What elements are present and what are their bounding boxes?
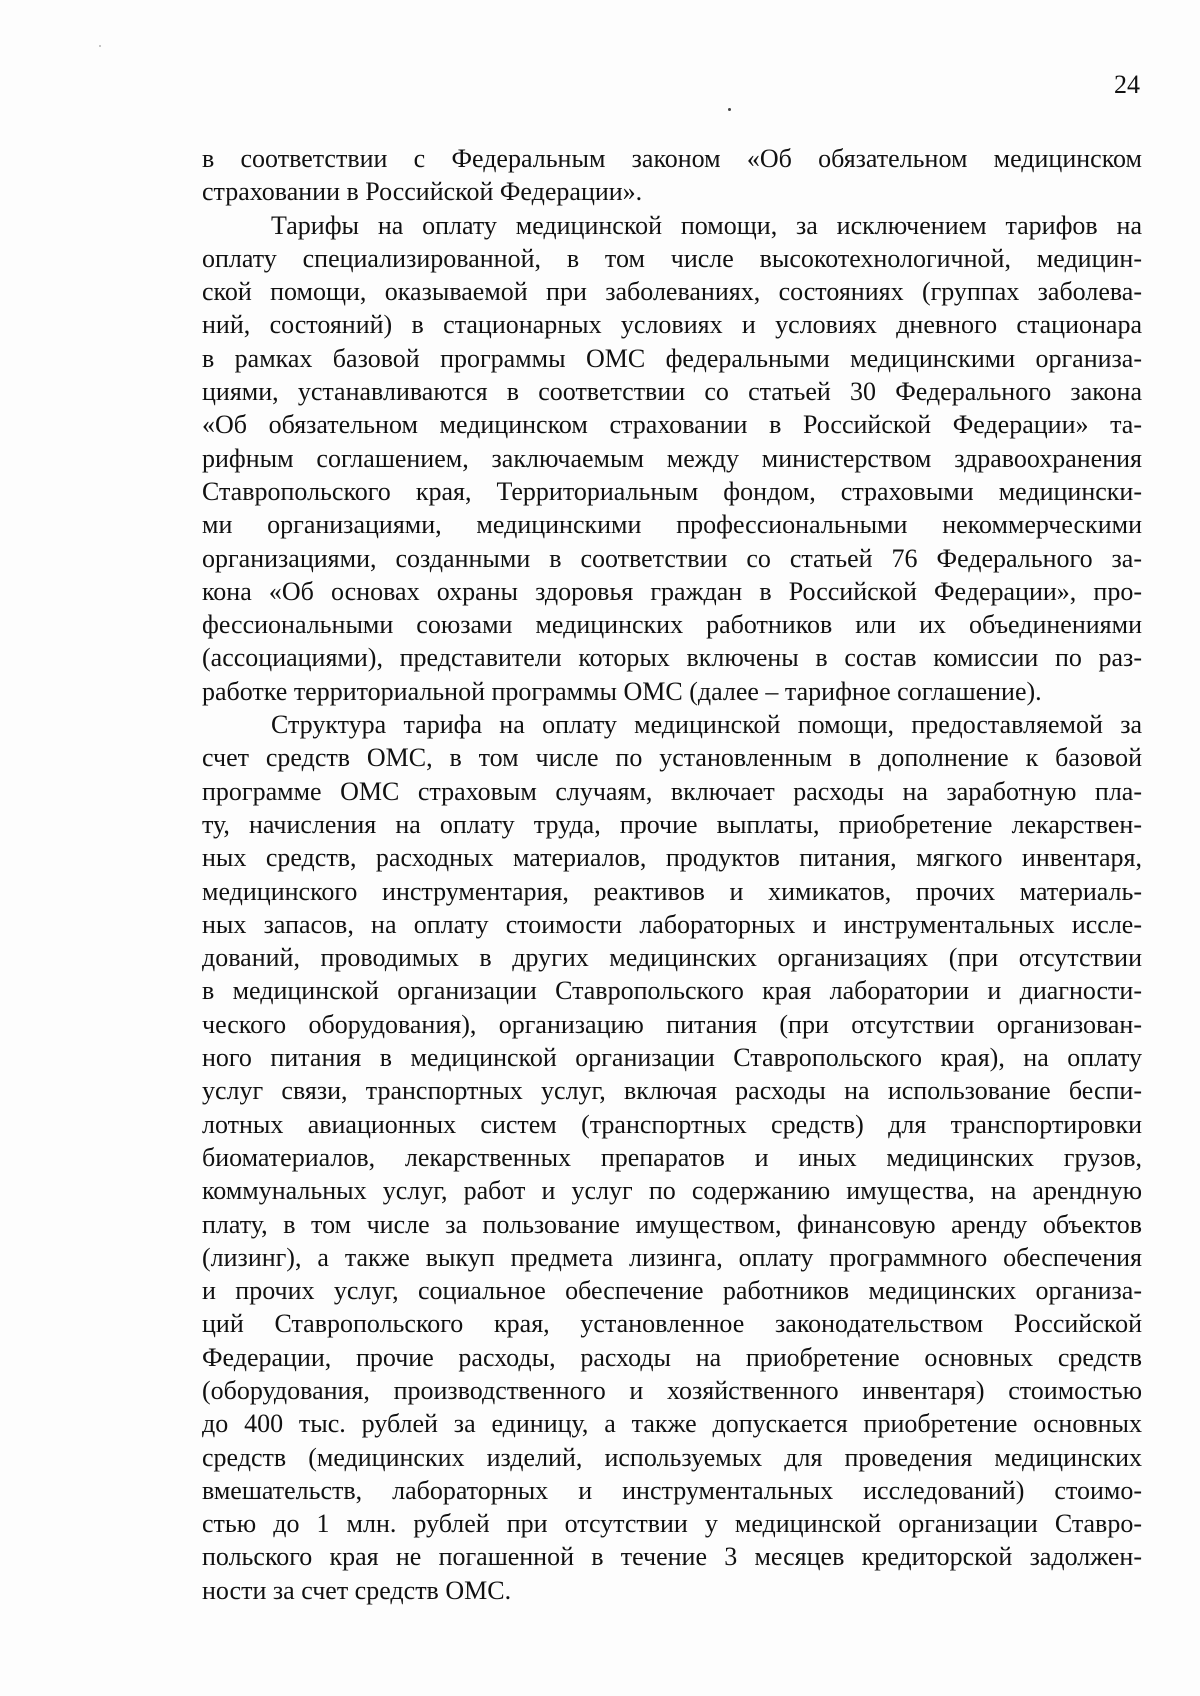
text-line: оплату специализированной, в том числе высокотехнологичной, медицин- <box>202 243 1142 273</box>
text-line: услуг связи, транспортных услуг, включая расходы на использование беспи- <box>202 1076 1142 1106</box>
text-line: ного питания в медицинской организации Ставропольского края), на оплату <box>202 1043 1142 1073</box>
text-line: Ставропольского края, Территориальным фондом, страховыми медицински- <box>202 476 1142 506</box>
text-line: циями, устанавливаются в соответствии со статьей 30 Федерального закона <box>202 377 1142 407</box>
text-line: дований, проводимых в других медицинских организациях (при отсутствии <box>202 943 1142 973</box>
text-line: и прочих услуг, социальное обеспечение работников медицинских организа- <box>202 1276 1142 1306</box>
text-line: коммунальных услуг, работ и услуг по содержанию имущества, на арендную <box>202 1176 1142 1206</box>
text-line: лотных авиационных систем (транспортных средств) для транспортировки <box>202 1109 1142 1139</box>
text-line: стью до 1 млн. рублей при отсутствии у медицинской организации Ставро- <box>202 1509 1142 1539</box>
text-line: в медицинской организации Ставропольского края лаборатории и диагности- <box>202 976 1142 1006</box>
text-line: ний, состояний) в стационарных условиях и условиях дневного стационара <box>202 310 1142 340</box>
text-line: Структура тарифа на оплату медицинской помощи, предоставляемой за <box>271 710 1142 740</box>
paragraph-3 <box>202 708 1142 1607</box>
body-text <box>202 142 1142 1607</box>
text-line: ности за счет средств ОМС. <box>202 1575 512 1605</box>
text-line: ций Ставропольского края, установленное законодательством Российской <box>202 1309 1142 1339</box>
text-line: вмешательств, лабораторных и инструментальных исследований) стоимо- <box>202 1475 1142 1505</box>
text-line: (оборудования, производственного и хозяйственного инвентаря) стоимостью <box>202 1375 1142 1405</box>
text-line: фессиональными союзами медицинских работников или их объединениями <box>202 610 1142 640</box>
text-line: средств (медицинских изделий, используемых для проведения медицинских <box>202 1442 1142 1472</box>
page-number: 24 <box>1114 70 1140 99</box>
paragraph-2 <box>202 209 1142 708</box>
text-line: в рамках базовой программы ОМС федеральными медицинскими организа- <box>202 343 1142 373</box>
text-line: польского края не погашенной в течение 3 месяцев кредиторской задолжен- <box>202 1542 1142 1572</box>
text-line: работке территориальной программы ОМС (далее – тарифное соглашение). <box>202 676 1042 706</box>
text-line: биоматериалов, лекарственных препаратов и иных медицинских грузов, <box>202 1142 1142 1172</box>
text-line: ных средств, расходных материалов, продуктов питания, мягкого инвентаря, <box>202 843 1142 873</box>
text-line: ской помощи, оказываемой при заболеваниях, состояниях (группах заболева- <box>202 277 1142 307</box>
text-line: медицинского инструментария, реактивов и химикатов, прочих материаль- <box>202 876 1142 906</box>
text-line: Тарифы на оплату медицинской помощи, за исключением тарифов на <box>271 210 1142 240</box>
text-line: ческого оборудования), организацию питания (при отсутствии организован- <box>202 1009 1142 1039</box>
text-line: страховании в Российской Федерации». <box>202 177 643 207</box>
text-line: ных запасов, на оплату стоимости лабораторных и инструментальных иссле- <box>202 909 1142 939</box>
text-line: ту, начисления на оплату труда, прочие выплаты, приобретение лекарствен- <box>202 809 1142 839</box>
text-line: плату, в том числе за пользование имуществом, финансовую аренду объектов <box>202 1209 1142 1239</box>
text-line: (ассоциациями), представители которых включены в состав комиссии по раз- <box>202 643 1142 673</box>
scan-speck <box>99 45 101 47</box>
text-line: в соответствии с Федеральным законом «Об обязательном медицинском <box>202 144 1142 173</box>
text-line: Федерации, прочие расходы, расходы на приобретение основных средств <box>202 1342 1142 1372</box>
scan-speck <box>728 108 731 111</box>
text-line: организациями, созданными в соответствии со статьей 76 Федерального за- <box>202 543 1142 573</box>
text-line: программе ОМС страховым случаям, включает расходы на заработную пла- <box>202 776 1142 806</box>
text-line: кона «Об основах охраны здоровья граждан в Российской Федерации», про- <box>202 576 1142 606</box>
text-line: рифным соглашением, заключаемым между министерством здравоохранения <box>202 443 1142 473</box>
text-line: ми организациями, медицинскими профессиональными некоммерческими <box>202 510 1142 540</box>
paragraph-1 <box>202 142 1142 209</box>
text-line: «Об обязательном медицинском страховании в Российской Федерации» та- <box>202 410 1142 440</box>
text-line: (лизинг), а также выкуп предмета лизинга, оплату программного обеспечения <box>202 1242 1142 1272</box>
text-line: счет средств ОМС, в том числе по установленным в дополнение к базовой <box>202 743 1142 773</box>
text-line: до 400 тыс. рублей за единицу, а также допускается приобретение основных <box>202 1409 1142 1439</box>
